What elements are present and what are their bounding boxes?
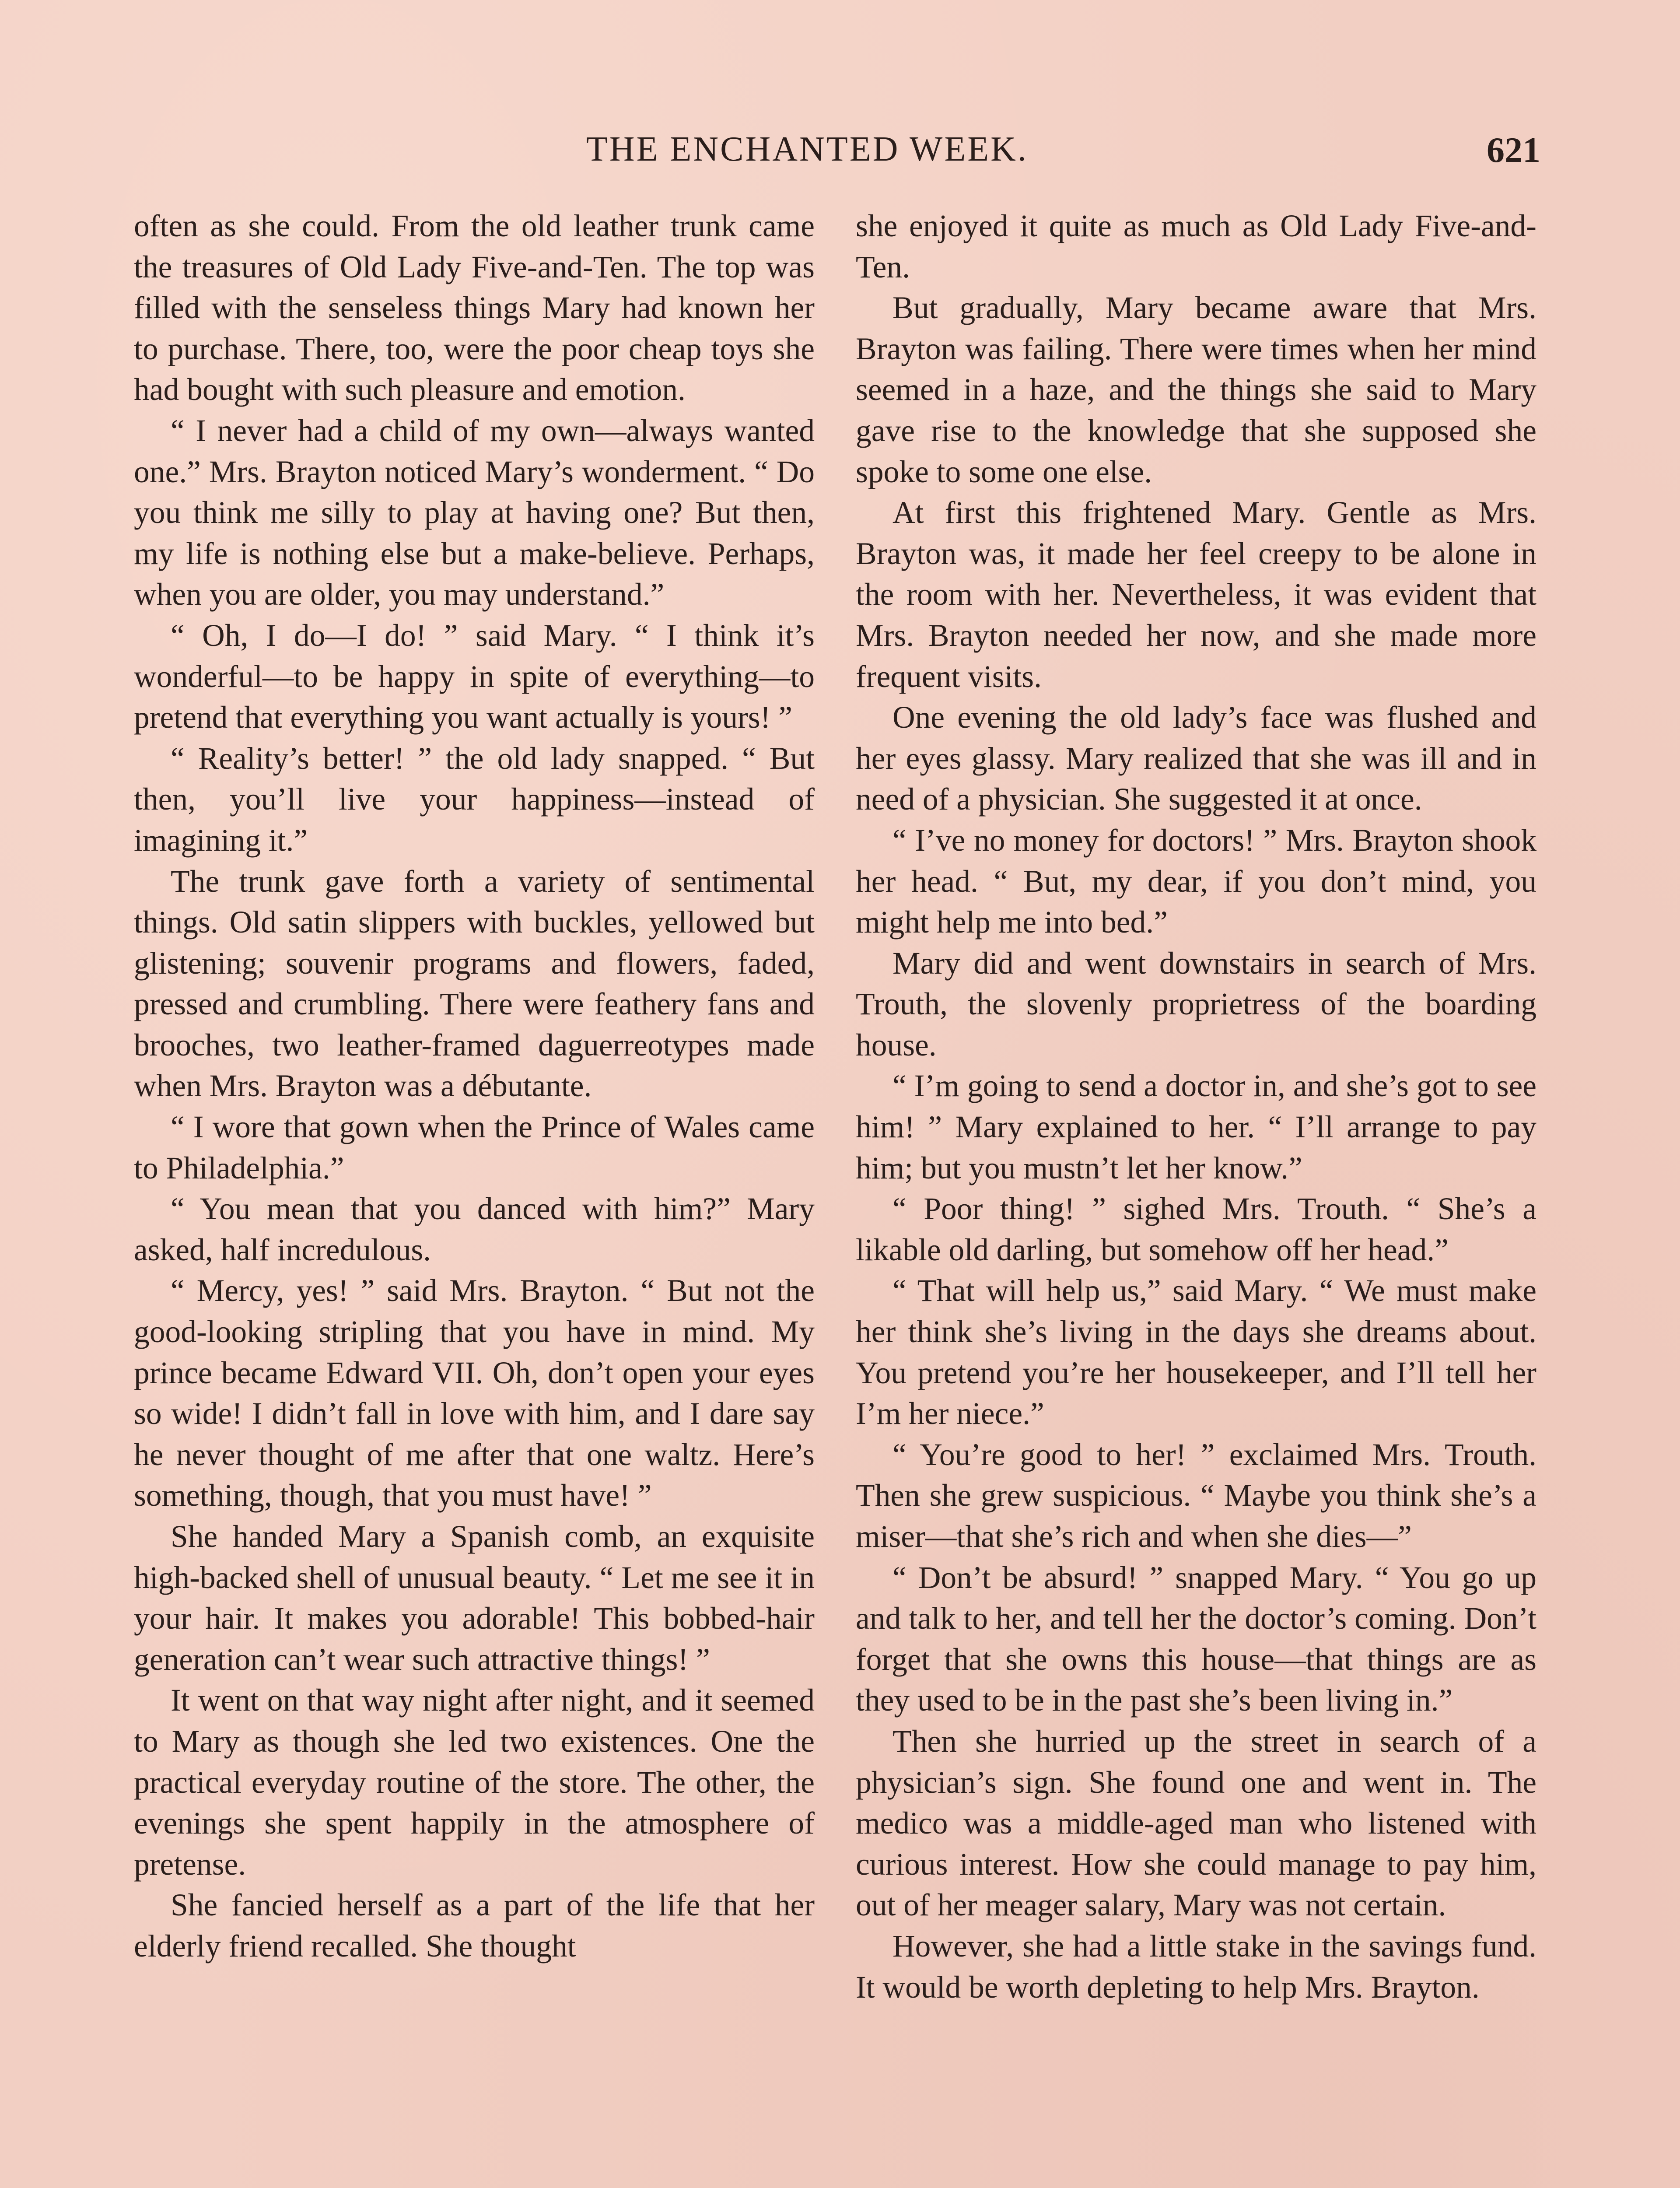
running-head	[0, 130, 1680, 173]
paragraph: “ I wore that gown when the Prince of Wales came to Philadelphia.”	[134, 1110, 815, 1185]
paragraph: She handed Mary a Spanish comb, an exquisite high-backed shell of unusual beauty. “ Let me see it in your hair. It makes you adorable! This bobbed-hair generation can’t wear such attractive things! ”	[134, 1519, 815, 1677]
paragraph: often as she could. From the old leather trunk came the treasures of Old Lady Five-and-Ten. The top was filled with the senseless things Mary had known her to purchase. There, too, were the poor cheap toys she had bought with such pleasure and emotion.	[134, 209, 815, 407]
paragraph: Mary did and went downstairs in search of Mrs. Trouth, the slovenly proprietress of the boarding house.	[856, 946, 1536, 1062]
paragraph: At first this frightened Mary. Gentle as Mrs. Brayton was, it made her feel creepy to be alone in the room with her. Nevertheless, it was evident that Mrs. Brayton needed her now, and she made more frequent visits.	[856, 495, 1536, 694]
paragraph: “ Oh, I do—I do! ” said Mary. “ I think it’s wonderful—to be happy in spite of everything—to pretend that everything you want actually is yours! ”	[134, 618, 815, 735]
paragraph: She fancied herself as a part of the life that her elderly friend recalled. She thought	[134, 1888, 815, 1964]
paragraph: “ You mean that you danced with him?” Mary asked, half incredulous.	[134, 1192, 815, 1267]
paragraph: However, she had a little stake in the savings fund. It would be worth depleting to help Mrs. Brayton.	[856, 1929, 1536, 2005]
paragraph: The trunk gave forth a variety of sentimental things. Old satin slippers with buckles, yellowed but glistening; souvenir programs and flowers, faded, pressed and crumbling. There were feathery fans and brooches, two leather-framed daguerreotypes made when Mrs. Brayton was a débutante.	[134, 864, 815, 1104]
page-number: 621	[1487, 130, 1540, 170]
paragraph: she enjoyed it quite as much as Old Lady Five-and-Ten.	[856, 209, 1536, 284]
paragraph: “ Mercy, yes! ” said Mrs. Brayton. “ But not the good-looking stripling that you have in mind. My prince became Edward VII. Oh, don’t open your eyes so wide! I didn’t fall in love with him, and I dare say he never thought of me after that one waltz. Here’s something, though, that you must have! ”	[134, 1273, 815, 1513]
paragraph: “ Reality’s better! ” the old lady snapped. “ But then, you’ll live your happiness—instead of imagining it.”	[134, 741, 815, 858]
paragraph: “ I’ve no money for doctors! ” Mrs. Brayton shook her head. “ But, my dear, if you don’t mind, you might help me into bed.”	[856, 823, 1536, 940]
paragraph: “ That will help us,” said Mary. “ We must make her think she’s living in the days she dreams about. You pretend you’re her housekeeper, and I’ll tell her I’m her niece.”	[856, 1273, 1536, 1431]
left-text-column	[134, 206, 815, 1967]
paragraph: But gradually, Mary became aware that Mrs. Brayton was failing. There were times when her mind seemed in a haze, and the things she said to Mary gave rise to the knowledge that she supposed she spoke to some one else.	[856, 291, 1536, 489]
paragraph: “ I never had a child of my own—always wanted one.” Mrs. Brayton noticed Mary’s wonderment. “ Do you think me silly to play at having one? But then, my life is nothing else but a make-believe. Perhaps, when you are older, you may understand.”	[134, 413, 815, 612]
paragraph: One evening the old lady’s face was flushed and her eyes glassy. Mary realized that she was ill and in need of a physician. She suggested it at once.	[856, 700, 1536, 817]
paragraph: Then she hurried up the street in search of a physician’s sign. She found one and went in. The medico was a middle-aged man who listened with curious interest. How she could manage to pay him, out of her meager salary, Mary was not certain.	[856, 1724, 1536, 1923]
paragraph: “ Don’t be absurd! ” snapped Mary. “ You go up and talk to her, and tell her the doctor’s coming. Don’t forget that she owns this house—that things are as they used to be in the past she’s been living in.”	[856, 1560, 1536, 1718]
page-title: THE ENCHANTED WEEK.	[586, 130, 1028, 168]
right-text-column	[856, 206, 1536, 2008]
paragraph: “ I’m going to send a doctor in, and she’s got to see him! ” Mary explained to her. “ I’ll arrange to pay him; but you mustn’t let her know.”	[856, 1069, 1536, 1185]
paragraph: “ You’re good to her! ” exclaimed Mrs. Trouth. Then she grew suspicious. “ Maybe you think she’s a miser—that she’s rich and when she dies—”	[856, 1437, 1536, 1554]
paragraph: It went on that way night after night, and it seemed to Mary as though she led two existences. One the practical everyday routine of the store. The other, the evenings she spent happily in the atmosphere of pretense.	[134, 1683, 815, 1882]
paragraph: “ Poor thing! ” sighed Mrs. Trouth. “ She’s a likable old darling, but somehow off her head.”	[856, 1192, 1536, 1267]
